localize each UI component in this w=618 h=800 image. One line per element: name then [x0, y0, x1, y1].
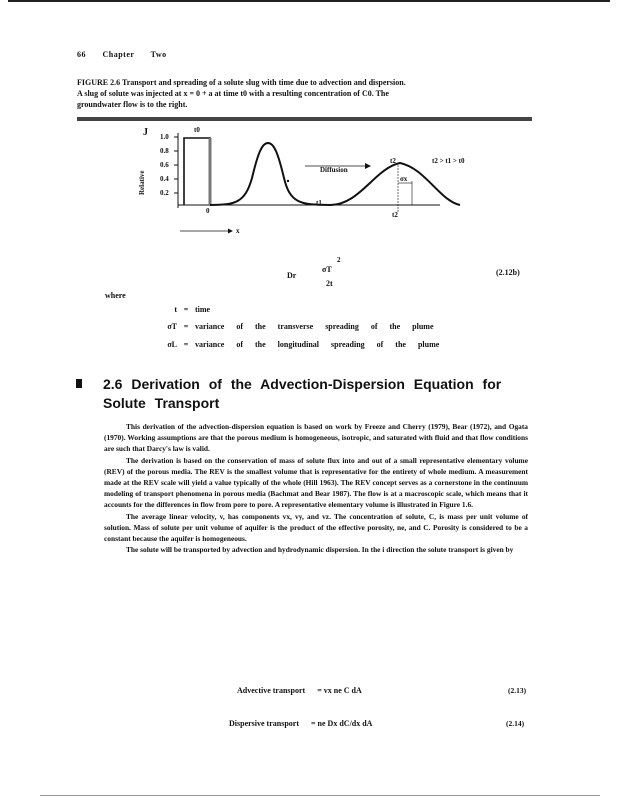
chapter-label: Chapter Two: [102, 50, 167, 59]
definition-row: [152, 305, 210, 314]
x-axis-symbol: x: [236, 227, 240, 235]
paragraph: This derivation of the advection-dispersion equation is based on work by Freeze and Cherry (1979), Bear (1972), and Ogata (1970). Working assumptions are that the porous medium is homogeneous, isotropic, and saturated with fluid and that flow conditions are such that Darcy's law is valid.: [104, 422, 528, 454]
definition-symbol: σT: [167, 322, 177, 331]
eq-212b-denominator: 2t: [326, 279, 333, 288]
section-title-text: Derivation of the Advection-Dispersion Equation for Solute Transport: [103, 376, 502, 411]
bottom-rule: [40, 795, 600, 796]
t0-label: t0: [194, 126, 200, 134]
caption-line-1: FIGURE 2.6 Transport and spreading of a solute slug with time due to advection and dispersion.: [77, 78, 406, 87]
paragraph: The derivation is based on the conservation of mass of solute flux into and out of a small representative elementary volume (REV) of the porous media. The REV is the smallest volume that is representative for the entirety of whole medium. A measurement made at the REV scale will yield a value typically of the whole (Hill 1963). The REV concept serves as a cornerstone in the continuum modeling of transport phenomena in porous media (Bachmat and Bear 1987). The flow is at a macroscopic scale, which means that it accounts for the differences in flow from pore to pore. A representative elementary volume is illustrated in Figure 1.6.: [104, 455, 528, 510]
y-tick-label-1: 1.0: [160, 133, 169, 141]
equation-214: [229, 719, 372, 728]
page-number: 66: [77, 50, 86, 59]
figure-caption: [77, 77, 532, 110]
paragraph: The average linear velocity, v, has components vx, vy, and vz. The concentration of solute, C, is mass per unit volume of solution. Mass of solute per unit volume of aquifer is the product of the effective porosity, ne, and C. Porosity is considered to be a constant because the aquifer is homogeneous.: [104, 511, 528, 544]
sigma-label: σx: [400, 175, 408, 183]
y-tick-label-4: 0.4: [160, 175, 169, 183]
equation-label: Advective transport: [237, 686, 306, 695]
flow-arrow-head: [228, 229, 233, 234]
curve-t2: [330, 163, 460, 205]
diffusion-label: Diffusion: [320, 166, 348, 174]
equals-sign: =: [183, 322, 189, 331]
eq-212b-numerator: σT: [322, 265, 332, 274]
curve-t1: [210, 143, 330, 205]
body-text: [104, 421, 528, 555]
y-axis-label: Relative: [138, 170, 146, 195]
section-number: 2.6: [103, 376, 123, 392]
equation-expression: = ne Dx dC/dx dA: [311, 719, 373, 728]
eq-212b-power: 2: [337, 256, 341, 264]
section-marker: [76, 379, 82, 388]
initial-slug: [184, 138, 210, 205]
page-header: [77, 50, 167, 59]
eq-212b-lhs: Dr: [287, 271, 297, 280]
equation-label: Dispersive transport: [229, 719, 299, 728]
definition-symbol: t: [174, 305, 177, 314]
x-origin-label: 0: [206, 207, 210, 215]
equals-sign: =: [183, 305, 189, 314]
diffusion-arrow-head: [365, 163, 371, 169]
equals-sign: =: [183, 340, 189, 349]
y-axis-symbol: J: [143, 127, 148, 138]
y-tick-label-3: 0.6: [160, 161, 169, 169]
y-tick-label-5: 0.2: [160, 189, 169, 197]
equation-number: (2.14): [506, 719, 525, 728]
definition-row: [152, 322, 434, 331]
t2-label: t2: [390, 157, 396, 165]
eq-212b-number: (2.12b): [496, 268, 520, 277]
time-relation: t2 > t1 > t0: [432, 157, 465, 165]
caption-line-2: A slug of solute was injected at x = 0 + a at time t0 with a resulting concentration of C0. The: [77, 89, 389, 98]
definition-symbol: σL: [167, 340, 177, 349]
equation-213: [237, 686, 362, 695]
definition-text: variance of the transverse spreading of the plume: [195, 322, 434, 331]
t1-label: t1: [316, 199, 322, 207]
t2-lower-label: t2: [392, 211, 398, 219]
solute-transport-figure: [140, 123, 520, 238]
definition-text: time: [195, 305, 211, 314]
figure-graphic: [140, 123, 520, 238]
top-rule: [8, 0, 610, 2]
figure-dot: [287, 180, 289, 182]
section-title: [103, 375, 533, 413]
equation-number: (2.13): [508, 686, 527, 695]
definition-text: variance of the longitudinal spreading of the plume: [195, 340, 440, 349]
y-tick-label-2: 0.8: [160, 147, 169, 155]
caption-rule: [77, 117, 532, 121]
paragraph: The solute will be transported by advection and hydrodynamic dispersion. In the i direction the solute transport is given by: [126, 545, 514, 555]
definition-row: [152, 340, 439, 349]
equation-expression: = vx ne C dA: [317, 686, 362, 695]
caption-line-3: groundwater flow is to the right.: [77, 100, 188, 109]
where-label: where: [105, 291, 126, 300]
